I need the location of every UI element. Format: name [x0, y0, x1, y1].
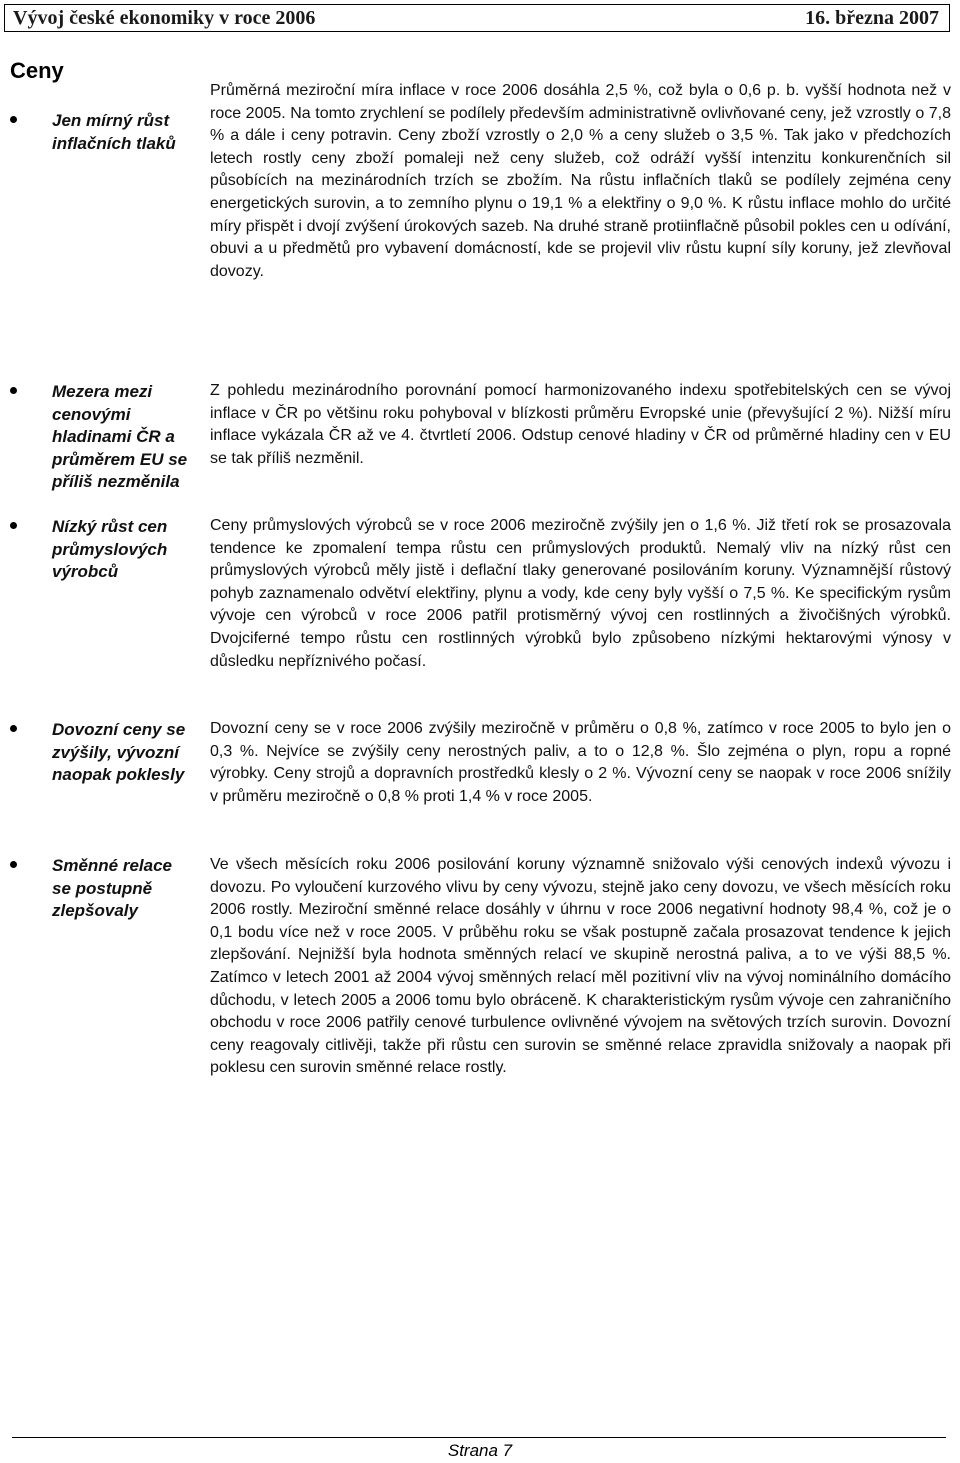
margin-note-text: Jen mírný růst inflačních tlaků [52, 111, 176, 153]
margin-note [10, 855, 192, 923]
bullet-icon [10, 725, 17, 732]
document-date: 16. března 2007 [805, 6, 939, 29]
margin-note [10, 516, 192, 584]
bullet-icon [10, 861, 17, 868]
paragraph: Z pohledu mezinárodního porovnání pomocí harmonizovaného indexu spotřebitelských cen se vývoj inflace v ČR po většinu roku pohyboval v blízkosti průměru Evropské unie (převyšující 2 %). Nižší míru inflace vykázala ČR až ve 4. čtvrtletí 2006. Odstup cenové hladiny v ČR od průměrné hladiny cen v EU se tak příliš nezměnil. [210, 382, 951, 467]
bullet-icon [10, 387, 17, 394]
paragraph: Ceny průmyslových výrobců se v roce 2006 meziročně zvýšily jen o 1,6 %. Již třetí rok se prosazovala tendence ke zpomalení tempa růstu cen průmyslových produktů. Nemalý vliv na nízký růst cen průmyslových výrobců měly jistě i deflační tlaky generované posilováním koruny. Významnější růstový pohyb zaznamenalo odvětví elektřiny, plynu a vody, kde ceny byly vyšší o 7,5 %. Ke specifickým rysům vývoje cen výrobců v roce 2006 patřil protisměrný vývoj cen rostlinných a živočišných výrobků. Dvojciferné tempo růstu cen rostlinných výrobků bylo způsobeno nízkými hektarovými výnosy v důsledku nepříznivého počasí. [210, 517, 951, 670]
margin-note-text: Nízký růst cen průmyslových výrobců [52, 517, 168, 581]
paragraph: Dovozní ceny se v roce 2006 zvýšily meziročně v průměru o 0,8 %, zatímco v roce 2005 to bylo jen o 0,3 %. Nejvíce se zvýšily ceny nerostných paliv, a to o 12,8 %. Šlo zejména o plyn, ropu a ropné výrobky. Ceny strojů a dopravních prostředků klesly o 2 %. Vývozní ceny se naopak v roce 2006 snížily v průměru meziročně o 0,8 % proti 1,4 % v roce 2005. [210, 720, 951, 805]
bullet-icon [10, 116, 17, 123]
bullet-icon [10, 522, 17, 529]
section-title: Ceny [10, 58, 64, 83]
paragraph: Průměrná meziroční míra inflace v roce 2006 dosáhla 2,5 %, což byla o 0,6 p. b. vyšší hodnota než v roce 2005. Na tomto zrychlení se podílely především administrativně ovlivňované ceny, jež vzrostly o 7,8 % a dále i ceny potravin. Ceny zboží vzrostly o 2,0 % a ceny služeb o 3,5 %. Tak jako v předchozích letech rostly ceny zboží pomaleji než ceny služeb, což odráží vyšší intenzitu konkurenčních sil působících na mezinárodních trzích se zbožím. Na růstu inflačních tlaků se podílely zejména ceny energetických surovin, a to zemního plynu o 19,1 % a elektřiny o 9,0 %. K růstu inflace mohlo do určité míry přispět i dvojí zvýšení úrokových sazeb. Na druhé straně protiinflačně působil pokles cen u odívání, obuvi a u předmětů pro vybavení domácností, kde se projevil vliv růstu kupní síly koruny, jež zlevňoval dovozy. [210, 82, 951, 280]
margin-note [10, 719, 192, 787]
page-number: Strana 7 [447, 1441, 513, 1460]
footer-divider [12, 1437, 946, 1438]
margin-note [10, 110, 192, 155]
margin-note-text: Směnné relace se postupně zlepšovaly [52, 856, 173, 920]
page-header [4, 4, 950, 32]
paragraph: Ve všech měsících roku 2006 posilování koruny významně snižovalo výši cenových indexů vývozu i dovozu. Po vyloučení kurzového vlivu by ceny vývozu, stejně jako ceny dovozu, ve všech měsících roku 2006 rostly. Meziroční směnné relace dosáhly v úhrnu v roce 2006 negativní hodnoty 98,4 %, což je o 0,1 bodu více než v roce 2005. V průběhu roku se však postupně začala prosazovat tendence k jejich zlepšování. Nejnižší byla hodnota směnných relací ve skupině nerostná paliva, a to ve výši 88,5 %. Zatímco v letech 2001 až 2004 vývoj směnných relací měl pozitivní vliv na vývoj nominálního domácího důchodu, v letech 2005 a 2006 tomu bylo obráceně. K charakteristickým rysům vývoje cen zahraničního obchodu v roce 2006 patřily cenové turbulence ovlivněné vývojem na světových trzích surovin. Dovozní ceny reagovaly citlivěji, takže při růstu cen surovin se směnné relace zpravidla snižovaly a naopak při poklesu cen surovin směnné relace rostly. [210, 856, 951, 1077]
margin-note-text: Dovozní ceny se zvýšily, vývozní naopak poklesly [52, 720, 186, 784]
margin-note-text: Mezera mezi cenovými hladinami ČR a průměrem EU se příliš nezměnila [52, 382, 188, 491]
margin-note [10, 381, 192, 494]
document-title: Vývoj české ekonomiky v roce 2006 [13, 6, 316, 29]
